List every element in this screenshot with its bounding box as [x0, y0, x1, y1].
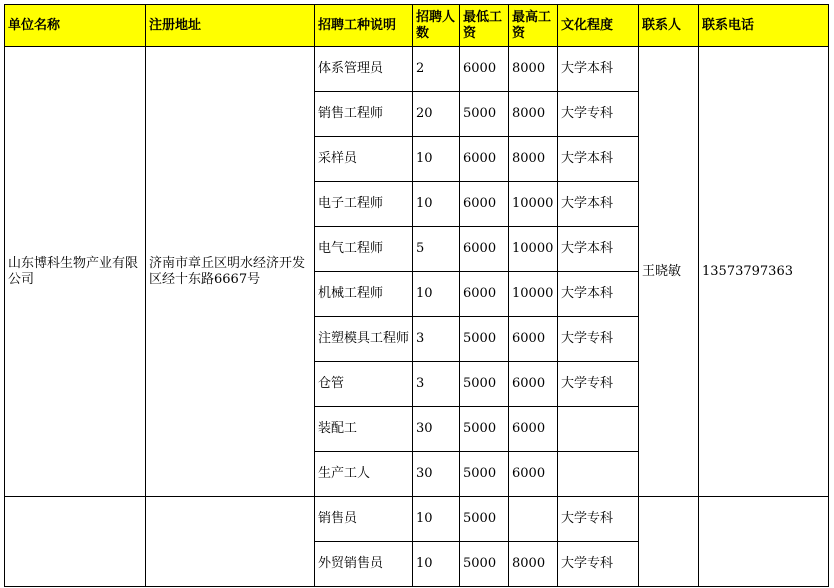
education-cell: 大学本科 — [558, 182, 639, 227]
header-row — [5, 5, 829, 47]
table-row — [5, 47, 829, 92]
contact-cell: 王晓敏 — [639, 47, 699, 497]
job-cell: 销售工程师 — [315, 92, 413, 137]
phone-cell: 13573797363 — [699, 47, 829, 497]
education-cell: 大学专科 — [558, 542, 639, 587]
min-salary-cell: 5000 — [460, 92, 509, 137]
company-address-cell: 济南市章丘区明水经济开发区经十东路6667号 — [146, 47, 315, 497]
header-company: 单位名称 — [5, 5, 146, 47]
count-cell: 30 — [413, 452, 460, 497]
header-job: 招聘工种说明 — [315, 5, 413, 47]
job-cell: 外贸销售员 — [315, 542, 413, 587]
count-cell: 3 — [413, 362, 460, 407]
education-cell: 大学本科 — [558, 227, 639, 272]
count-cell: 2 — [413, 47, 460, 92]
min-salary-cell: 6000 — [460, 272, 509, 317]
max-salary-cell: 6000 — [509, 317, 558, 362]
job-cell: 生产工人 — [315, 452, 413, 497]
max-salary-cell: 8000 — [509, 47, 558, 92]
min-salary-cell: 6000 — [460, 47, 509, 92]
header-contact: 联系人 — [639, 5, 699, 47]
company-name-cell: 山东博科生物产业有限公司 — [5, 47, 146, 497]
header-min-salary: 最低工资 — [460, 5, 509, 47]
count-cell: 10 — [413, 137, 460, 182]
max-salary-cell: 10000 — [509, 227, 558, 272]
min-salary-cell: 6000 — [460, 227, 509, 272]
count-cell: 10 — [413, 497, 460, 542]
education-cell: 大学专科 — [558, 317, 639, 362]
max-salary-cell: 6000 — [509, 452, 558, 497]
max-salary-cell — [509, 497, 558, 542]
education-cell: 大学本科 — [558, 137, 639, 182]
min-salary-cell: 5000 — [460, 542, 509, 587]
header-education: 文化程度 — [558, 5, 639, 47]
recruitment-table — [4, 4, 829, 587]
company-name-cell — [5, 497, 146, 587]
education-cell: 大学本科 — [558, 47, 639, 92]
count-cell: 10 — [413, 182, 460, 227]
max-salary-cell: 10000 — [509, 182, 558, 227]
table-row — [5, 497, 829, 542]
header-address: 注册地址 — [146, 5, 315, 47]
job-cell: 电子工程师 — [315, 182, 413, 227]
header-phone: 联系电话 — [699, 5, 829, 47]
education-cell: 大学专科 — [558, 497, 639, 542]
max-salary-cell: 8000 — [509, 137, 558, 182]
education-cell — [558, 407, 639, 452]
job-cell: 采样员 — [315, 137, 413, 182]
max-salary-cell: 6000 — [509, 362, 558, 407]
min-salary-cell: 5000 — [460, 452, 509, 497]
count-cell: 10 — [413, 272, 460, 317]
min-salary-cell: 5000 — [460, 497, 509, 542]
company-address-cell — [146, 497, 315, 587]
job-cell: 电气工程师 — [315, 227, 413, 272]
min-salary-cell: 5000 — [460, 407, 509, 452]
education-cell: 大学专科 — [558, 362, 639, 407]
job-cell: 装配工 — [315, 407, 413, 452]
max-salary-cell: 10000 — [509, 272, 558, 317]
max-salary-cell: 8000 — [509, 542, 558, 587]
min-salary-cell: 5000 — [460, 317, 509, 362]
job-cell: 注塑模具工程师 — [315, 317, 413, 362]
count-cell: 3 — [413, 317, 460, 362]
header-max-salary: 最高工资 — [509, 5, 558, 47]
max-salary-cell: 6000 — [509, 407, 558, 452]
job-cell: 销售员 — [315, 497, 413, 542]
contact-cell — [639, 497, 699, 587]
job-cell: 仓管 — [315, 362, 413, 407]
count-cell: 20 — [413, 92, 460, 137]
min-salary-cell: 6000 — [460, 182, 509, 227]
job-cell: 体系管理员 — [315, 47, 413, 92]
job-cell: 机械工程师 — [315, 272, 413, 317]
education-cell: 大学专科 — [558, 92, 639, 137]
max-salary-cell: 8000 — [509, 92, 558, 137]
count-cell: 30 — [413, 407, 460, 452]
header-count: 招聘人数 — [413, 5, 460, 47]
count-cell: 5 — [413, 227, 460, 272]
education-cell — [558, 452, 639, 497]
education-cell: 大学本科 — [558, 272, 639, 317]
min-salary-cell: 5000 — [460, 362, 509, 407]
count-cell: 10 — [413, 542, 460, 587]
phone-cell — [699, 497, 829, 587]
min-salary-cell: 6000 — [460, 137, 509, 182]
